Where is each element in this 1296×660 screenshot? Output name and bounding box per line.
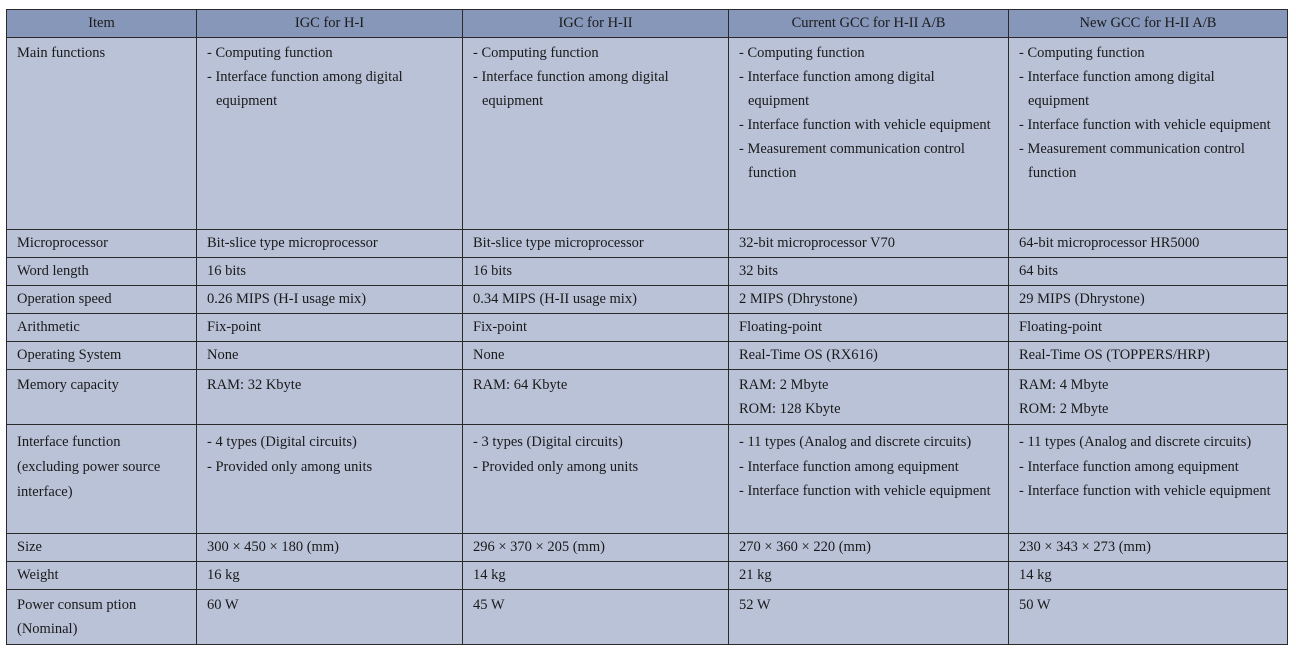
table-cell: 16 bits <box>197 258 463 286</box>
cell-line: - Computing function <box>739 45 865 61</box>
table-cell: Real-Time OS (TOPPERS/HRP) <box>1009 342 1288 370</box>
table-cell: 52 W <box>729 590 1009 645</box>
table-row <box>7 38 1288 230</box>
table-cell: 14 kg <box>463 562 729 590</box>
cell-line: - Interface function with vehicle equipment <box>1019 483 1271 499</box>
spec-table-container <box>6 9 1288 645</box>
table-cell: 32-bit microprocessor V70 <box>729 230 1009 258</box>
cell-line: RAM: 4 Mbyte <box>1019 377 1109 393</box>
cell-line: - Interface function with vehicle equipment <box>1019 117 1271 133</box>
table-cell: 0.26 MIPS (H-I usage mix) <box>197 286 463 314</box>
cell-line: - Measurement communication control function <box>1019 141 1245 181</box>
cell-line: - Interface function among digital equipment <box>473 69 669 109</box>
table-cell: Bit-slice type microprocessor <box>197 230 463 258</box>
cell-line: - Interface function among digital equipment <box>739 69 935 109</box>
table-cell: 230 × 343 × 273 (mm) <box>1009 534 1288 562</box>
cell-line: - Interface function among equipment <box>739 459 959 475</box>
table-cell <box>729 425 1009 534</box>
table-cell <box>463 425 729 534</box>
table-cell: 270 × 360 × 220 (mm) <box>729 534 1009 562</box>
table-cell: Floating-point <box>729 314 1009 342</box>
table-cell <box>729 370 1009 425</box>
table-cell: 14 kg <box>1009 562 1288 590</box>
row-label: Operating System <box>7 342 197 370</box>
row-label: Arithmetic <box>7 314 197 342</box>
table-cell: None <box>197 342 463 370</box>
cell-line: - Interface function with vehicle equipment <box>739 483 991 499</box>
cell-line: RAM: 2 Mbyte <box>739 377 829 393</box>
cell-line: - Computing function <box>207 45 333 61</box>
table-row <box>7 590 1288 645</box>
header-new-gcc: New GCC for H-II A/B <box>1009 10 1288 38</box>
row-label: Word length <box>7 258 197 286</box>
table-cell <box>1009 425 1288 534</box>
table-cell: Fix-point <box>463 314 729 342</box>
cell-line: - 11 types (Analog and discrete circuits) <box>1019 434 1252 450</box>
table-cell: 16 bits <box>463 258 729 286</box>
header-current-gcc: Current GCC for H-II A/B <box>729 10 1009 38</box>
row-label: Interface function (excluding power source interface) <box>7 425 197 534</box>
header-row <box>7 10 1288 38</box>
table-cell: 2 MIPS (Dhrystone) <box>729 286 1009 314</box>
row-label: Power consum ption (Nominal) <box>7 590 197 645</box>
table-cell: 300 × 450 × 180 (mm) <box>197 534 463 562</box>
table-cell: 64-bit microprocessor HR5000 <box>1009 230 1288 258</box>
table-row <box>7 314 1288 342</box>
table-cell <box>1009 370 1288 425</box>
table-cell: 29 MIPS (Dhrystone) <box>1009 286 1288 314</box>
cell-line: - Interface function among digital equipment <box>207 69 403 109</box>
table-cell <box>463 370 729 425</box>
row-label: Memory capacity <box>7 370 197 425</box>
cell-line: - 3 types (Digital circuits) <box>473 434 623 450</box>
table-row <box>7 230 1288 258</box>
table-cell <box>1009 38 1288 230</box>
table-row <box>7 562 1288 590</box>
table-cell: Floating-point <box>1009 314 1288 342</box>
table-cell: Fix-point <box>197 314 463 342</box>
table-cell: 45 W <box>463 590 729 645</box>
table-row <box>7 342 1288 370</box>
cell-line: - Computing function <box>473 45 599 61</box>
row-label: Operation speed <box>7 286 197 314</box>
table-cell <box>197 370 463 425</box>
cell-line: RAM: 32 Kbyte <box>207 377 302 393</box>
table-cell: 60 W <box>197 590 463 645</box>
row-label: Microprocessor <box>7 230 197 258</box>
cell-line: - Interface function among digital equipment <box>1019 69 1215 109</box>
table-cell: 64 bits <box>1009 258 1288 286</box>
cell-line: - 4 types (Digital circuits) <box>207 434 357 450</box>
table-cell: Real-Time OS (RX616) <box>729 342 1009 370</box>
row-label: Main functions <box>7 38 197 230</box>
cell-line: - Provided only among units <box>473 459 639 475</box>
table-row <box>7 370 1288 425</box>
table-row <box>7 425 1288 534</box>
table-cell <box>197 38 463 230</box>
header-item: Item <box>7 10 197 38</box>
table-cell: 32 bits <box>729 258 1009 286</box>
cell-line: - Interface function among equipment <box>1019 459 1239 475</box>
header-igc-h1: IGC for H-I <box>197 10 463 38</box>
spec-comparison-table <box>6 9 1288 645</box>
table-row <box>7 286 1288 314</box>
table-cell: 21 kg <box>729 562 1009 590</box>
table-row <box>7 534 1288 562</box>
cell-line: ROM: 128 Kbyte <box>739 401 841 417</box>
cell-line: - 11 types (Analog and discrete circuits) <box>739 434 972 450</box>
table-cell <box>463 38 729 230</box>
table-cell: 0.34 MIPS (H-II usage mix) <box>463 286 729 314</box>
cell-line: RAM: 64 Kbyte <box>473 377 568 393</box>
cell-line: - Provided only among units <box>207 459 373 475</box>
row-label: Size <box>7 534 197 562</box>
table-cell <box>197 425 463 534</box>
table-cell <box>729 38 1009 230</box>
cell-line: - Interface function with vehicle equipment <box>739 117 991 133</box>
table-row <box>7 258 1288 286</box>
header-igc-h2: IGC for H-II <box>463 10 729 38</box>
cell-line: - Measurement communication control function <box>739 141 965 181</box>
table-cell: 16 kg <box>197 562 463 590</box>
table-cell: Bit-slice type microprocessor <box>463 230 729 258</box>
row-label: Weight <box>7 562 197 590</box>
cell-line: - Computing function <box>1019 45 1145 61</box>
table-cell: 50 W <box>1009 590 1288 645</box>
table-cell: 296 × 370 × 205 (mm) <box>463 534 729 562</box>
table-cell: None <box>463 342 729 370</box>
cell-line: ROM: 2 Mbyte <box>1019 401 1109 417</box>
